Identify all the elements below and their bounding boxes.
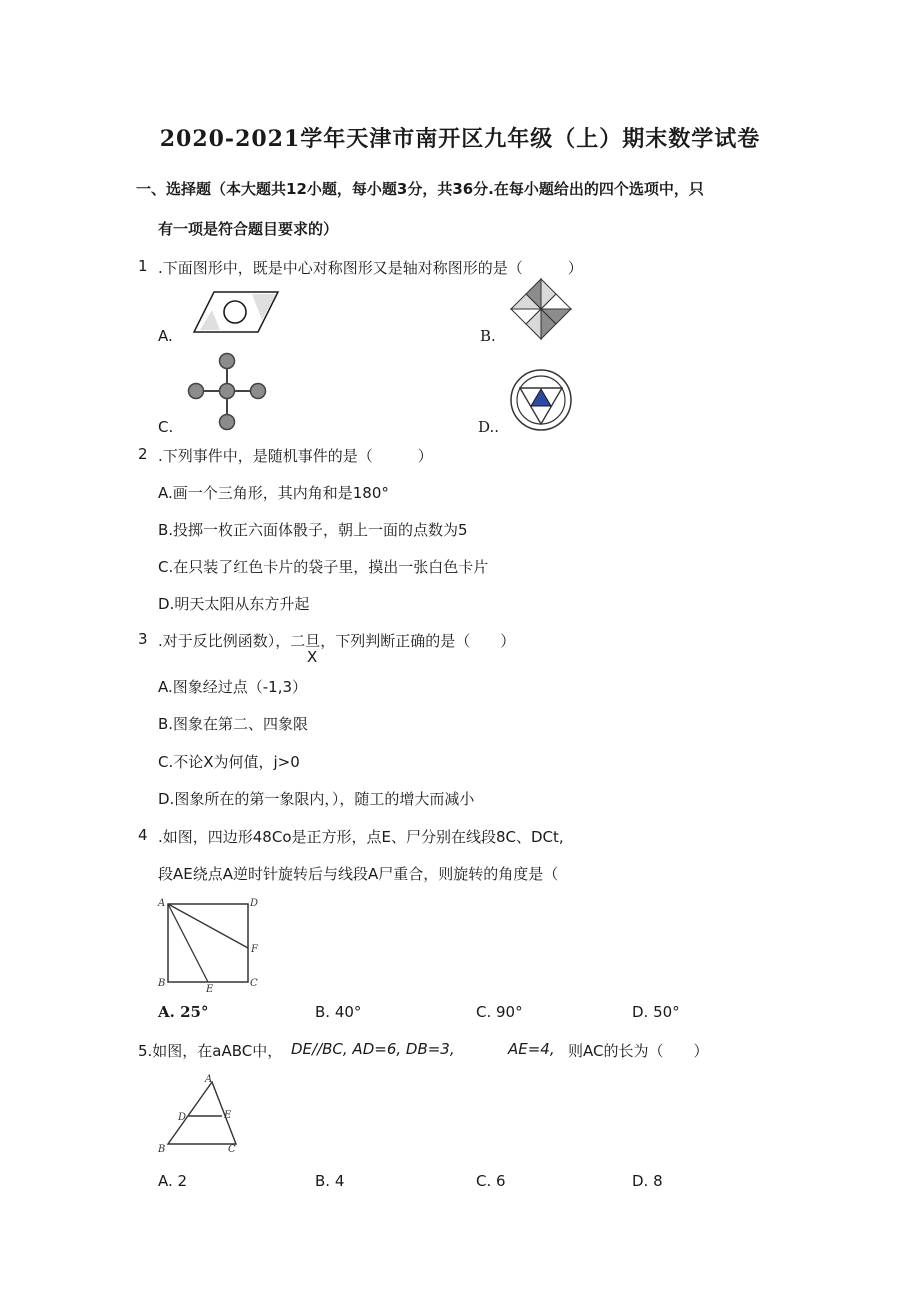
q3-option-c: C.不论X为何值，j>0 — [158, 753, 300, 771]
q1-option-a-label: A. — [158, 327, 173, 345]
q4-label-d: D — [250, 898, 259, 909]
q5-label-c: C — [228, 1144, 236, 1155]
q5-stem-part3: AE=4, — [508, 1040, 555, 1058]
page-title: 2020-2021学年天津市南开区九年级（上）期末数学试卷 — [159, 126, 761, 152]
q5-stem-part1: 5.如图，在aABC中， — [138, 1042, 283, 1060]
q4-label-f: F — [251, 944, 258, 955]
cross-of-dots-icon — [186, 352, 268, 432]
q5-label-b: B — [158, 1144, 166, 1155]
triangle-parallel-figure — [156, 1072, 246, 1156]
q4-label-a: A — [158, 898, 166, 909]
q2-stem: .下列事件中，是随机事件的是（ ） — [158, 447, 433, 465]
q1-number: 1 — [138, 257, 148, 275]
square-rotation-figure — [156, 896, 266, 995]
q5-option-c: C. 6 — [476, 1172, 506, 1190]
q5-option-d: D. 8 — [632, 1172, 663, 1190]
q3-option-d: D.图象所在的第一象限内，），随工的增大而减小 — [158, 790, 475, 808]
q4-option-d: D. 50° — [632, 1003, 680, 1021]
q2-option-d: D.明天太阳从东方升起 — [158, 595, 310, 613]
q4-label-b: B — [158, 978, 166, 989]
q2-option-c: C.在只装了红色卡片的袋子里，摸出一张白色卡片 — [158, 558, 489, 576]
circle-with-triangles-icon — [508, 368, 574, 432]
q4-option-c: C. 90° — [476, 1003, 523, 1021]
q5-label-e: E — [224, 1110, 232, 1121]
q5-option-a: A. 2 — [158, 1172, 188, 1190]
q4-stem: .如图，四边形48Co是正方形，点E、尸分别在线段8C、DCt, — [158, 828, 564, 846]
q5-label-a: A — [205, 1074, 213, 1085]
q4-number: 4 — [138, 826, 148, 844]
section-heading-line2: 有一项是符合题目要求的） — [158, 220, 339, 238]
q4-option-b: B. 40° — [315, 1003, 362, 1021]
q5-label-d: D — [178, 1112, 187, 1123]
q4-label-e: E — [206, 984, 214, 995]
q1-option-d-label: D.. — [478, 418, 500, 436]
q3-stem-subscript: X — [307, 648, 318, 666]
q3-option-a: A.图象经过点（-1,3） — [158, 678, 308, 696]
q1-option-c-label: C. — [158, 418, 174, 436]
q3-stem: .对于反比例函数），二旦，下列判断正确的是（ ） — [158, 632, 516, 650]
q3-option-b: B.图象在第二、四象限 — [158, 715, 309, 733]
q4-stem-line2: 段AE绕点A逆时针旋转后与线段A尸重合，则旋转的角度是（ — [158, 865, 559, 883]
q2-option-b: B.投掷一枚正六面体骰子，朝上一面的点数为5 — [158, 521, 468, 539]
q2-number: 2 — [138, 445, 148, 463]
section-heading-line1: 一、选择题（本大题共12小题，每小题3分，共36分.在每小题给出的四个选项中，只 — [136, 180, 704, 198]
q1-option-b-label: B. — [480, 327, 496, 345]
q1-stem: .下面图形中，既是中心对称图形又是轴对称图形的是（ ） — [158, 259, 583, 277]
q5-stem-part2: DE//BC, AD=6, DB=3, — [291, 1040, 455, 1058]
q3-number: 3 — [138, 630, 148, 648]
parallelogram-with-circle-icon — [192, 290, 282, 335]
q2-option-a: A.画一个三角形，其内角和是180° — [158, 484, 389, 502]
q5-option-b: B. 4 — [315, 1172, 345, 1190]
q5-stem-part4: 则AC的长为（ ） — [568, 1042, 709, 1060]
q4-option-a: A. 25° — [158, 1003, 209, 1021]
q4-label-c: C — [250, 978, 258, 989]
pinwheel-icon — [508, 276, 574, 342]
